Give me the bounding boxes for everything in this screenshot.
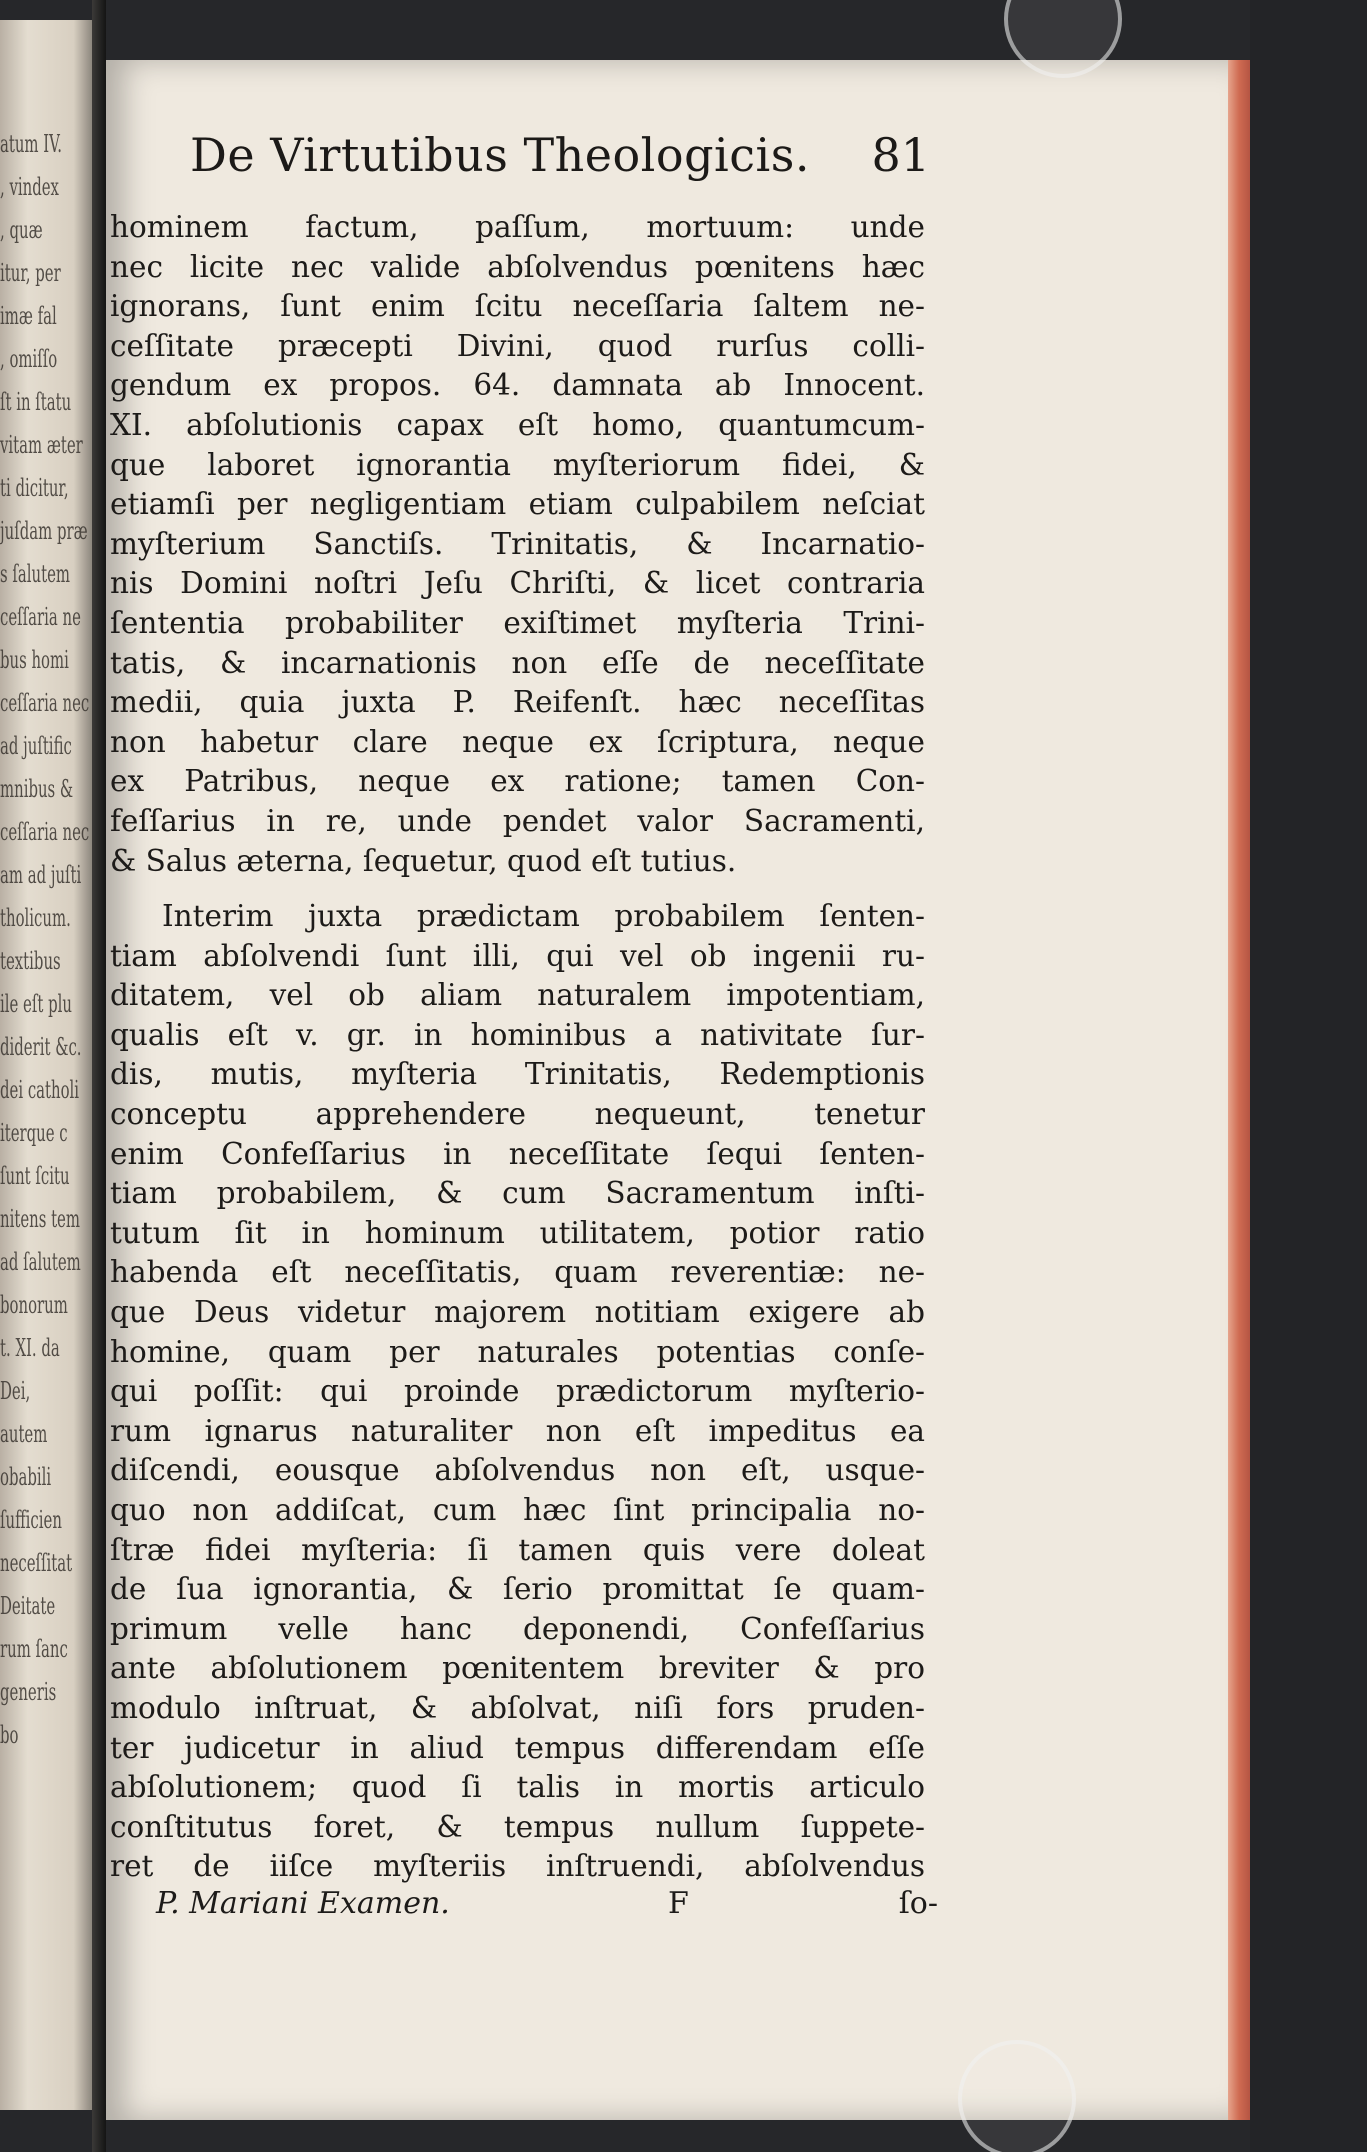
left-page-fragment: bonorum bbox=[0, 1291, 68, 1319]
text-line: habenda eſt neceſſitatis, quam reverentiæ: ne- bbox=[110, 1255, 925, 1290]
text-line: ter judicetur in aliud tempus differendam eſſe bbox=[110, 1730, 925, 1765]
text-line: diſcendi, eousque abſolvendus non eſt, usque- bbox=[110, 1453, 925, 1488]
left-page-fragment: bus homi bbox=[0, 646, 69, 674]
body-text bbox=[110, 208, 925, 1887]
left-page-fragment: Dei, bbox=[0, 1377, 31, 1405]
text-line: nec licite nec valide abſolvendus pœnitens hæc bbox=[110, 249, 925, 284]
text-line: ret de iiſce myſteriis inſtruendi, abſolvendus bbox=[110, 1849, 925, 1884]
text-line: ignorans, ſunt enim ſcitu neceſſaria ſaltem ne- bbox=[110, 289, 925, 324]
left-page-fragment: generis bbox=[0, 1678, 57, 1706]
left-page-fragment: diderit &c. bbox=[0, 1033, 82, 1061]
text-line: ſtræ fidei myſteria: ſi tamen quis vere doleat bbox=[110, 1532, 925, 1567]
left-page-fragment: vitam æter bbox=[0, 431, 83, 459]
page-edge-red bbox=[1228, 60, 1250, 2120]
text-line: Interim juxta prædictam probabilem ſenten- bbox=[162, 899, 925, 934]
text-line: non habetur clare neque ex ſcriptura, neque bbox=[110, 724, 925, 759]
page-header bbox=[190, 128, 930, 188]
text-line: tiam probabilem, & cum Sacramentum inſti- bbox=[110, 1176, 925, 1211]
text-line: & Salus æterna, ſequetur, quod eſt tutius. bbox=[110, 843, 737, 878]
text-line: ditatem, vel ob aliam naturalem impotentiam, bbox=[110, 978, 925, 1013]
left-page-fragment: neceſſitat bbox=[0, 1549, 73, 1577]
text-line: ante abſolutionem pœnitentem breviter & pro bbox=[110, 1651, 925, 1686]
text-line: ex Patribus, neque ex ratione; tamen Con- bbox=[110, 764, 925, 799]
left-page-fragment: imæ fal bbox=[0, 302, 57, 330]
text-line: ceſſitate præcepti Divini, quod rurſus colli- bbox=[110, 328, 925, 363]
text-line: que laboret ignorantia myſteriorum fidei, & bbox=[110, 447, 925, 482]
text-line: etiamſi per negligentiam etiam culpabilem neſciat bbox=[110, 487, 925, 522]
page-number: 81 bbox=[871, 128, 930, 182]
left-page-fragment: ceſſaria nec bbox=[0, 818, 90, 846]
left-page-fragment: dei catholi bbox=[0, 1076, 80, 1104]
clip-bottom bbox=[958, 2040, 1076, 2152]
text-line: modulo inſtruat, & abſolvat, niſi fors pruden- bbox=[110, 1690, 925, 1725]
left-page-fragment: ad ſalutem bbox=[0, 1248, 81, 1276]
catchword: ſo- bbox=[898, 1886, 938, 1921]
text-line: hominem factum, paſſum, mortuum: unde bbox=[110, 210, 925, 244]
paragraph-gap bbox=[110, 881, 925, 897]
text-line: qualis eſt v. gr. in hominibus a nativitate ſur- bbox=[110, 1017, 925, 1052]
text-line: de ſua ignorantia, & ſerio promittat ſe quam- bbox=[110, 1572, 925, 1607]
left-page-fragment: ceſſaria nec bbox=[0, 689, 90, 717]
text-line: abſolutionem; quod ſi talis in mortis articulo bbox=[110, 1770, 925, 1805]
text-line: tutum ſit in hominum utilitatem, potior ratio bbox=[110, 1215, 925, 1250]
left-page-fragment: ad juſtific bbox=[0, 732, 72, 760]
book-gutter bbox=[92, 0, 106, 2152]
text-line: tiam abſolvendi ſunt illi, qui vel ob ingenii ru- bbox=[110, 938, 925, 973]
left-page-fragment: autem bbox=[0, 1420, 48, 1448]
footer-title: P. Mariani Examen. bbox=[156, 1886, 450, 1921]
text-line: dis, mutis, myſteria Trinitatis, Redemptionis bbox=[110, 1057, 925, 1092]
signature-mark: F bbox=[668, 1886, 689, 1921]
left-page-fragment: ſunt ſcitu bbox=[0, 1162, 70, 1190]
text-line: conſtitutus foret, & tempus nullum ſuppete- bbox=[110, 1809, 925, 1844]
running-title: De Virtutibus Theologicis. bbox=[190, 128, 810, 182]
left-page-fragment: iterque c bbox=[0, 1119, 68, 1147]
left-page-fragment: t. XI. da bbox=[0, 1334, 60, 1362]
left-page-fragment: obabili bbox=[0, 1463, 52, 1491]
text-line: medii, quia juxta P. Reifenſt. hæc neceſſitas bbox=[110, 685, 925, 720]
text-line: XI. abſolutionis capax eſt homo, quantumcum- bbox=[110, 407, 925, 442]
text-line: homine, quam per naturales potentias conſe- bbox=[110, 1334, 925, 1369]
left-page-fragment: ile eſt plu bbox=[0, 990, 72, 1018]
text-line: gendum ex propos. 64. damnata ab Innocent. bbox=[110, 368, 925, 403]
left-page-fragment: juſdam præ bbox=[0, 517, 88, 545]
text-line: ſententia probabiliter exiſtimet myſteria Trini- bbox=[110, 605, 925, 640]
left-page-fragment: tholicum. bbox=[0, 904, 71, 932]
left-page-fragment: , vindex bbox=[0, 173, 59, 201]
left-page-fragment: rum ſanc bbox=[0, 1635, 68, 1663]
left-page-fragment: ſt in ſtatu bbox=[0, 388, 72, 416]
left-page-fragment: nitens tem bbox=[0, 1205, 80, 1233]
text-line: quo non addiſcat, cum hæc ſint principalia no- bbox=[110, 1493, 925, 1527]
left-page-fragment: itur, per bbox=[0, 259, 61, 287]
left-page-fragment: ti dicitur, bbox=[0, 474, 69, 502]
left-page-fragment: Deitate bbox=[0, 1592, 56, 1620]
left-page-fragment: textibus bbox=[0, 947, 61, 975]
text-line: nis Domini noſtri Jeſu Chriſti, & licet contraria bbox=[110, 566, 925, 601]
page-footer bbox=[148, 1886, 938, 1930]
text-line: conceptu apprehendere nequeunt, tenetur bbox=[110, 1097, 925, 1132]
text-line: que Deus videtur majorem notitiam exigere ab bbox=[110, 1295, 925, 1330]
left-page-fragment: bo bbox=[0, 1721, 19, 1749]
left-page-fragment: ſufficien bbox=[0, 1506, 62, 1534]
left-page-fragment: , omiſſo bbox=[0, 345, 58, 373]
text-line: tatis, & incarnationis non eſſe de neceſſitate bbox=[110, 645, 925, 680]
left-page-fragment: atum IV. bbox=[0, 130, 63, 158]
left-page-fragment: ceſſaria ne bbox=[0, 603, 81, 631]
background-right bbox=[1250, 0, 1367, 2152]
text-line: primum velle hanc deponendi, Confeſſarius bbox=[110, 1611, 925, 1646]
left-page-fragment: am ad juſti bbox=[0, 861, 82, 889]
left-page-fragment: , quæ bbox=[0, 216, 43, 244]
left-facing-page bbox=[0, 20, 92, 2110]
text-line: feſſarius in re, unde pendet valor Sacramenti, bbox=[110, 803, 925, 838]
text-line: rum ignarus naturaliter non eſt impeditus ea bbox=[110, 1413, 925, 1448]
left-page-fragment: s ſalutem bbox=[0, 560, 70, 588]
text-line: enim Confeſſarius in neceſſitate ſequi ſenten- bbox=[110, 1136, 925, 1171]
left-page-fragment: mnibus & bbox=[0, 775, 74, 803]
text-line: myſterium Sanctiſs. Trinitatis, & Incarnatio- bbox=[110, 526, 925, 561]
text-line: qui poſſit: qui proinde prædictorum myſterio- bbox=[110, 1374, 925, 1409]
